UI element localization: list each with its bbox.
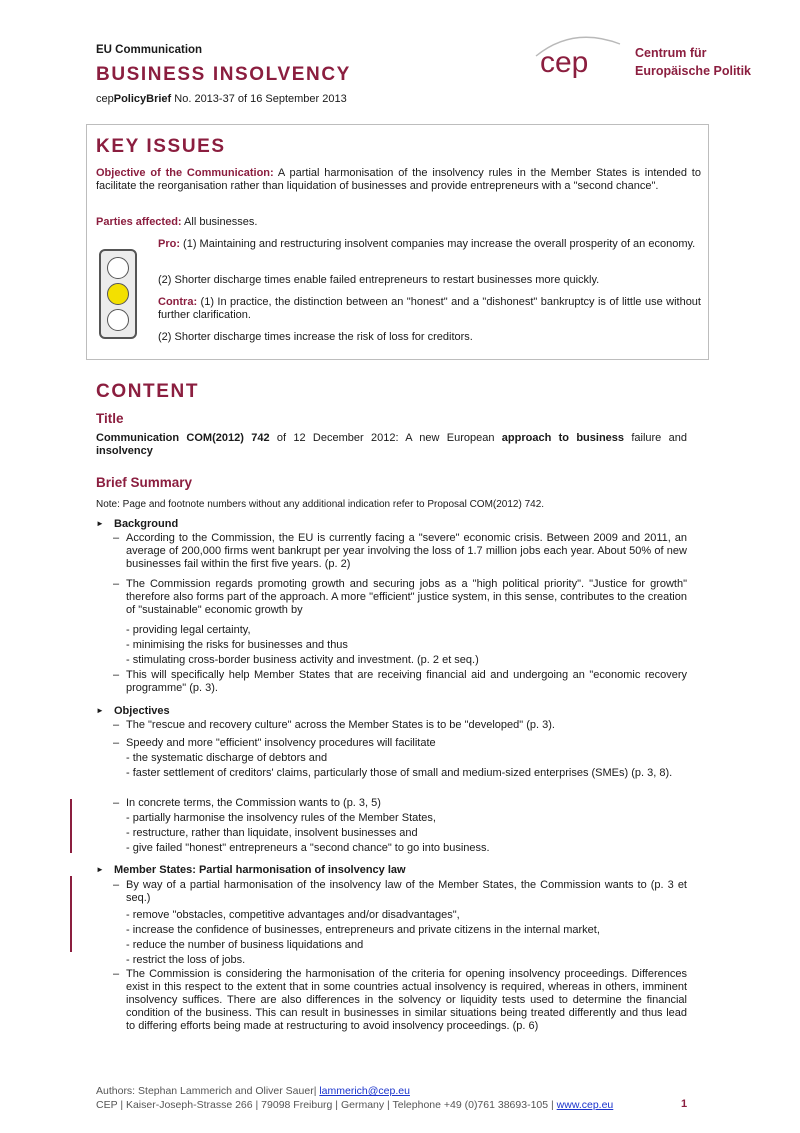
content-title: CONTENT bbox=[96, 381, 200, 402]
brief-bold: PolicyBrief bbox=[113, 93, 172, 105]
pro-1 bbox=[158, 238, 701, 251]
background-sub-2: - minimising the risks for businesses and thus bbox=[126, 639, 348, 651]
cep-logo-icon bbox=[528, 30, 628, 86]
member-states-sub-3: - reduce the number of business liquidations and bbox=[126, 939, 364, 951]
objectives-dash-1: – The "rescue and recovery culture" across the Member States is to be "developed" (p. 3). bbox=[113, 719, 555, 731]
communication-title bbox=[96, 432, 687, 458]
pro-2: (2) Shorter discharge times enable failed entrepreneurs to restart businesses more quickly. bbox=[158, 274, 600, 286]
bullet-background-heading: Background bbox=[114, 518, 179, 530]
background-sub-3: - stimulating cross-border business activity and investment. (p. 2 et seq.) bbox=[126, 654, 479, 666]
bullet-objectives-heading: Objectives bbox=[114, 705, 170, 717]
change-marker-bar bbox=[70, 799, 72, 853]
background-sub-1: - providing legal certainty, bbox=[126, 624, 251, 636]
parties-text: All businesses. bbox=[181, 216, 258, 228]
pro-1-text: (1) Maintaining and restructuring insolvent companies may increase the overall prosperity of an economy. bbox=[180, 238, 696, 250]
traffic-light-bottom-lamp bbox=[107, 309, 129, 331]
author-email-link[interactable]: lammerich@cep.eu bbox=[319, 1085, 410, 1097]
logo-word: cep bbox=[540, 46, 589, 79]
objectives-sub-2: - faster settlement of creditors' claims, particularly those of small and medium-sized enterprises (SMEs) (p. 3, 8). bbox=[126, 767, 673, 779]
brief-summary-subheading: Brief Summary bbox=[96, 475, 193, 490]
org-name-line-2: Europäische Politik bbox=[635, 64, 752, 78]
objectives-dash-2: – Speedy and more "efficient" insolvency procedures will facilitate bbox=[113, 737, 436, 749]
parties-label: Parties affected: bbox=[96, 216, 182, 228]
traffic-light-icon bbox=[99, 249, 137, 339]
contra-2: (2) Shorter discharge times increase the risk of loss for creditors. bbox=[158, 331, 473, 343]
traffic-light-top-lamp bbox=[107, 257, 129, 279]
change-marker-bar-2 bbox=[70, 876, 72, 952]
objectives-sub-1: - the systematic discharge of debtors and bbox=[126, 752, 328, 764]
footer-address-text: CEP | Kaiser-Joseph-Strasse 266 | 79098 Freiburg | Germany | Telephone +49 (0)761 38693-105 | bbox=[96, 1099, 557, 1111]
policy-brief-line bbox=[96, 93, 347, 105]
comm-text-1: of 12 December 2012: A new European bbox=[269, 432, 502, 444]
objectives-sub-3: - partially harmonise the insolvency rules of the Member States, bbox=[126, 812, 436, 824]
member-states-sub-4: - restrict the loss of jobs. bbox=[126, 954, 246, 966]
member-states-sub-1: - remove "obstacles, competitive advantages and/or disadvantages", bbox=[126, 909, 460, 921]
bullet-objectives: ► Objectives bbox=[96, 705, 170, 717]
comm-text-2: failure and bbox=[624, 432, 687, 444]
footer-address bbox=[96, 1099, 613, 1111]
summary-note: Note: Page and footnote numbers without any additional indication refer to Proposal COM(2012) 742. bbox=[96, 499, 545, 510]
org-name bbox=[635, 44, 751, 80]
document-kicker: EU Communication bbox=[96, 44, 203, 56]
footer-authors bbox=[96, 1085, 410, 1097]
contra-label: Contra: bbox=[158, 296, 198, 308]
background-dash-1: – According to the Commission, the EU is currently facing a "severe" economic crisis. Between 2009 and 2011, an average of 200,000 firms went bankrupt per year involving the loss of 1.7 million jobs each year. About 50% of new businesses fail within the first five years. (p. 2) bbox=[113, 532, 687, 570]
objectives-dash-3: – In concrete terms, the Commission wants to (p. 3, 5) bbox=[113, 797, 381, 809]
objective-label: Objective of the Communication: bbox=[96, 167, 274, 179]
member-states-dash-1: – By way of a partial harmonisation of the insolvency law of the Member States, the Commission wants to (p. 3 et seq.) bbox=[113, 879, 687, 904]
objective-text: A partial harmonisation of the insolvency rules in the Member States is intended to facilitate the reorganisation rather than liquidation of businesses and provide entrepreneurs with a "second chance". bbox=[96, 167, 701, 192]
footer-authors-text: Authors: Stephan Lammerich and Oliver Sauer| bbox=[96, 1085, 320, 1097]
brief-number: No. 2013-37 of 16 September 2013 bbox=[171, 93, 347, 105]
pro-label: Pro: bbox=[158, 238, 180, 250]
objectives-sub-5: - give failed "honest" entrepreneurs a "second chance" to go into business. bbox=[126, 842, 490, 854]
website-link[interactable]: www.cep.eu bbox=[556, 1099, 614, 1111]
bullet-member-states: ► Member States: Partial harmonisation of insolvency law bbox=[96, 864, 406, 876]
key-issues-box bbox=[86, 124, 709, 360]
member-states-sub-2: - increase the confidence of businesses, entrepreneurs and private citizens in the internal market, bbox=[126, 924, 600, 936]
page-number: 1 bbox=[681, 1098, 688, 1110]
background-dash-2: – The Commission regards promoting growth and securing jobs as a "high political priority". "Justice for growth" therefore also forms part of the approach. A more "efficient" justice system, in this sense, contributes to the creation of "sustainable" economic growth by bbox=[113, 578, 687, 616]
bullet-background: ► Background bbox=[96, 518, 179, 530]
objectives-sub-4: - restructure, rather than liquidate, insolvent businesses and bbox=[126, 827, 418, 839]
objective-paragraph bbox=[96, 167, 701, 193]
member-states-dash-2: – The Commission is considering the harmonisation of the criteria for opening insolvency proceedings. Differences exist in this respect to the extent that in some countries actual insolvency is required, whereas in others, imminent insolvency suffices. There are also differences in the solvency or liquidity tests used to determine the financial condition of the business. This can result in businesses in similar situations being treated differently and thus lead to differing efforts being made at restructuring to avoid insolvency proceedings. (p. 6) bbox=[113, 968, 687, 1032]
key-issues-title: KEY ISSUES bbox=[96, 136, 226, 157]
parties-paragraph bbox=[96, 216, 701, 229]
comm-bold-2: approach to business bbox=[501, 432, 625, 444]
title-subheading: Title bbox=[96, 411, 124, 426]
document-title: BUSINESS INSOLVENCY bbox=[96, 64, 351, 85]
comm-bold-3: insolvency bbox=[96, 445, 153, 457]
contra-1-text: (1) In practice, the distinction between an "honest" and a "dishonest" bankruptcy is of little use without further clarification. bbox=[158, 296, 701, 321]
comm-bold-1: Communication COM(2012) 742 bbox=[96, 432, 270, 444]
org-name-line-1: Centrum für bbox=[635, 46, 707, 60]
background-dash-3: – This will specifically help Member States that are receiving financial aid and undergoing an "economic recovery programme" (p. 3). bbox=[113, 669, 687, 694]
traffic-light-yellow-lamp bbox=[107, 283, 129, 305]
contra-1 bbox=[158, 296, 701, 322]
brief-prefix: cep bbox=[96, 93, 114, 105]
bullet-member-states-heading: Member States: Partial harmonisation of insolvency law bbox=[114, 864, 406, 876]
